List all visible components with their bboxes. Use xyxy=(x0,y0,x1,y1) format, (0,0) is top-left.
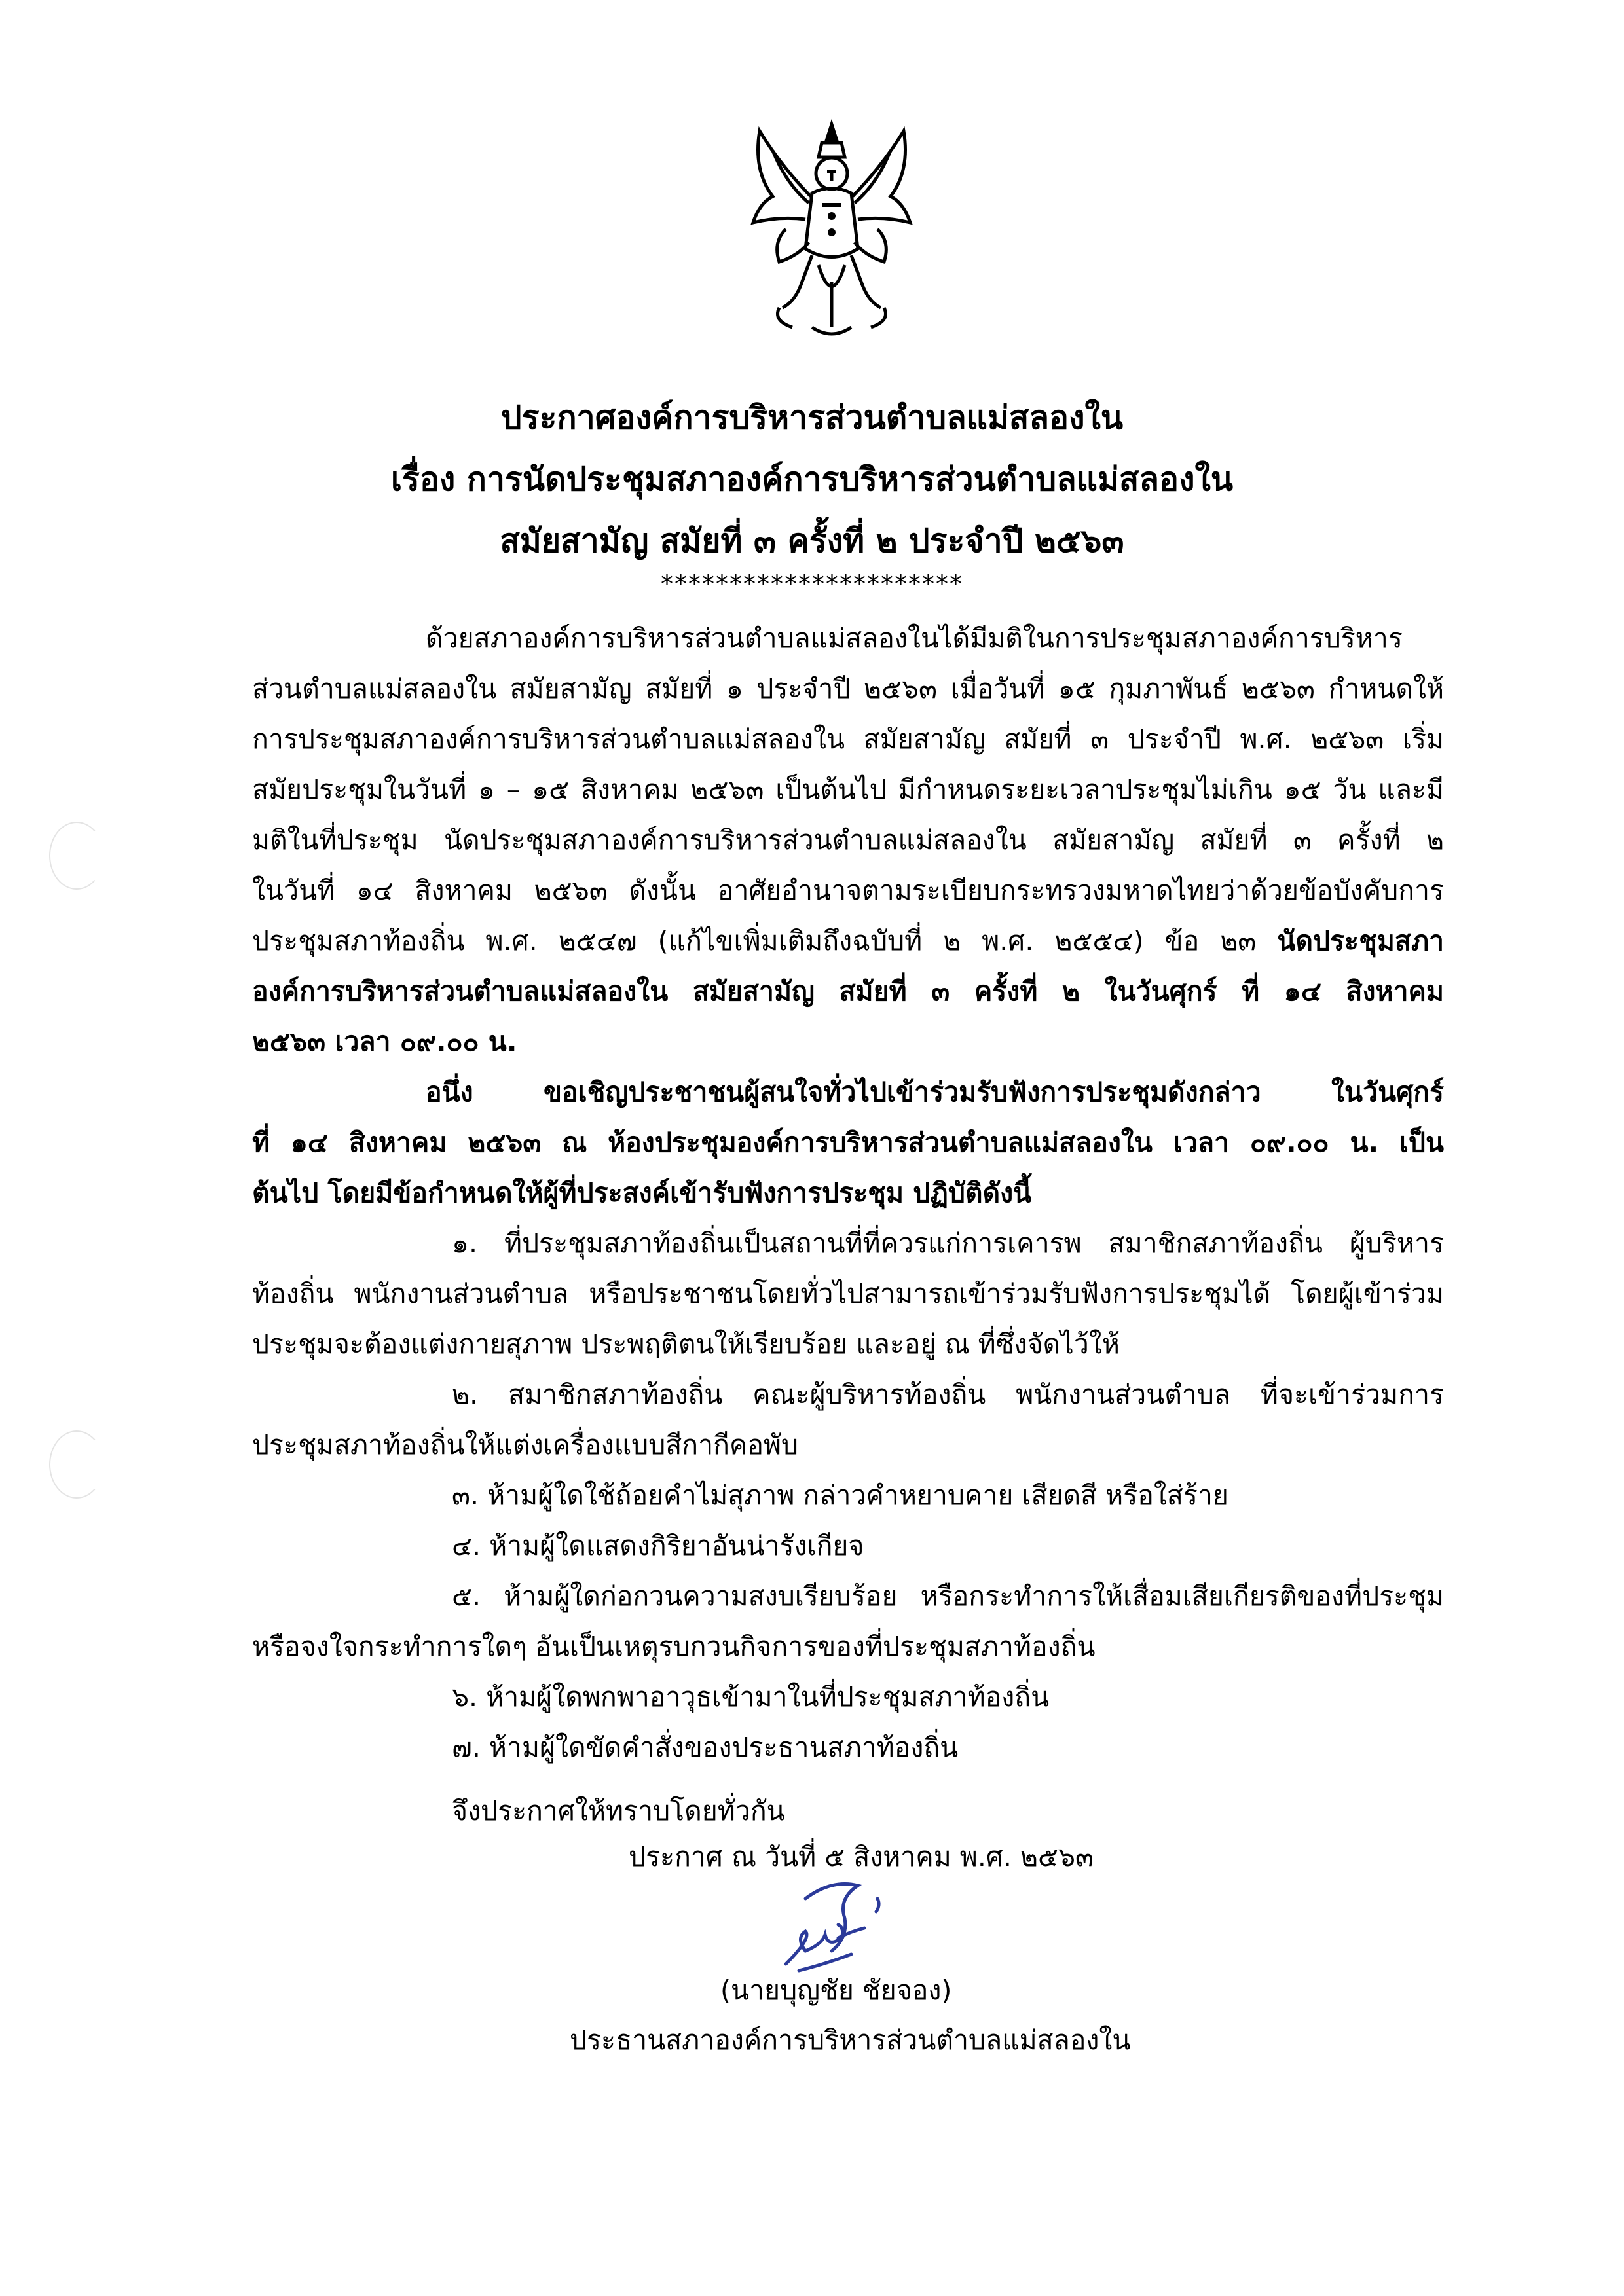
paragraph-line xyxy=(252,921,1444,960)
paragraph-text: ประชุมสภาท้องถิ่น พ.ศ. ๒๕๔๗ (แก้ไขเพิ่มเติมถึงฉบับที่ ๒ พ.ศ. ๒๕๕๔) ข้อ ๒๓ xyxy=(252,925,1278,957)
paragraph-line: สมัยประชุมในวันที่ ๑ – ๑๕ สิงหาคม ๒๕๖๓ เป็นต้นไป มีกำหนดระยะเวลาประชุมไม่เกิน ๑๕ วัน และมี xyxy=(252,774,1444,805)
punch-hole-mark xyxy=(49,1430,104,1499)
rule-item-3: ๓. ห้ามผู้ใดใช้ถ้อยคำไม่สุภาพ กล่าวคำหยาบคาย เสียดสี หรือใส่ร้าย xyxy=(452,1480,1228,1511)
paragraph-line: ด้วยสภาองค์การบริหารส่วนตำบลแม่สลองในได้มีมติในการประชุมสภาองค์การบริหาร xyxy=(426,623,1403,654)
rule-item-2: ๒. สมาชิกสภาท้องถิ่น คณะผู้บริหารท้องถิ่น พนักงานส่วนตำบล ที่จะเข้าร่วมการ xyxy=(452,1379,1444,1410)
rule-item-2: ประชุมสภาท้องถิ่นให้แต่งเครื่องแบบสีกากีคอพับ xyxy=(252,1429,799,1461)
garuda-emblem-icon xyxy=(733,111,930,360)
rule-item-1: ๑. ที่ประชุมสภาท้องถิ่นเป็นสถานที่ที่ควรแก่การเคารพ สมาชิกสภาท้องถิ่น ผู้บริหาร xyxy=(452,1228,1444,1259)
rule-item-6: ๖. ห้ามผู้ใดพกพาอาวุธเข้ามาในที่ประชุมสภาท้องถิ่น xyxy=(452,1681,1050,1713)
paragraph-line: ส่วนตำบลแม่สลองใน สมัยสามัญ สมัยที่ ๑ ประจำปี ๒๕๖๓ เมื่อวันที่ ๑๕ กุมภาพันธ์ ๒๕๖๓ กำหนดให้ xyxy=(252,673,1444,704)
meeting-notice-bold: องค์การบริหารส่วนตำบลแม่สลองใน สมัยสามัญ สมัยที่ ๓ ครั้งที่ ๒ ในวันศุกร์ ที่ ๑๔ สิงหาคม xyxy=(252,975,1444,1007)
meeting-time-bold: ๒๕๖๓ เวลา ๐๙.๐๐ น. xyxy=(252,1026,517,1057)
rule-item-1: ประชุมจะต้องแต่งกายสุภาพ ประพฤติตนให้เรียบร้อย และอยู่ ณ ที่ซึ่งจัดไว้ให้ xyxy=(252,1328,1120,1360)
rule-item-1: ท้องถิ่น พนักงานส่วนตำบล หรือประชาชนโดยทั่วไปสามารถเข้าร่วมรับฟังการประชุมได้ โดยผู้เข้าร่วม xyxy=(252,1278,1444,1309)
closing-statement: จึงประกาศให้ทราบโดยทั่วกัน xyxy=(452,1795,785,1827)
paragraph-line: ในวันที่ ๑๔ สิงหาคม ๒๕๖๓ ดังนั้น อาศัยอำนาจตามระเบียบกระทรวงมหาดไทยว่าด้วยข้อบังคับการ xyxy=(252,875,1444,906)
rule-item-7: ๗. ห้ามผู้ใดขัดคำสั่งของประธานสภาท้องถิ่น xyxy=(452,1732,959,1763)
rule-item-5: หรือจงใจกระทำการใดๆ อันเป็นเหตุรบกวนกิจการของที่ประชุมสภาท้องถิ่น xyxy=(252,1631,1096,1662)
invitation-line: ที่ ๑๔ สิงหาคม ๒๕๖๓ ณ ห้องประชุมองค์การบริหารส่วนตำบลแม่สลองใน เวลา ๐๙.๐๐ น. เป็น xyxy=(252,1127,1444,1158)
punch-hole-mark xyxy=(49,822,104,890)
signer-name: (นายบุญชัย ชัยจอง) xyxy=(720,1975,952,2006)
separator-stars: ********************** xyxy=(661,570,963,598)
announcement-date: ประกาศ ณ วันที่ ๕ สิงหาคม พ.ศ. ๒๕๖๓ xyxy=(629,1841,1094,1872)
announcement-title: ประกาศองค์การบริหารส่วนตำบลแม่สลองใน xyxy=(500,399,1124,437)
invitation-line: อนึ่ง ขอเชิญประชาชนผู้สนใจทั่วไปเข้าร่วมรับฟังการประชุมดังกล่าว ในวันศุกร์ xyxy=(426,1076,1444,1108)
session-line: สมัยสามัญ สมัยที่ ๓ ครั้งที่ ๒ ประจำปี ๒๕๖๓ xyxy=(500,522,1124,560)
announcement-subject: เรื่อง การนัดประชุมสภาองค์การบริหารส่วนตำบลแม่สลองใน xyxy=(390,460,1234,498)
rule-item-5: ๕. ห้ามผู้ใดก่อกวนความสงบเรียบร้อย หรือกระทำการให้เสื่อมเสียเกียรติของที่ประชุม xyxy=(452,1580,1444,1612)
rule-item-4: ๔. ห้ามผู้ใดแสดงกิริยาอันน่ารังเกียจ xyxy=(452,1530,864,1561)
signer-position: ประธานสภาองค์การบริหารส่วนตำบลแม่สลองใน xyxy=(570,2024,1131,2056)
invitation-line: ต้นไป โดยมีข้อกำหนดให้ผู้ที่ประสงค์เข้ารับฟังการประชุม ปฏิบัติดังนี้ xyxy=(252,1177,1032,1209)
paragraph-line: การประชุมสภาองค์การบริหารส่วนตำบลแม่สลองใน สมัยสามัญ สมัยที่ ๓ ประจำปี พ.ศ. ๒๕๖๓ เริ่ม xyxy=(252,723,1444,755)
signature-image xyxy=(760,1872,891,1984)
meeting-notice-bold: นัดประชุมสภา xyxy=(1277,925,1444,957)
paragraph-line: มติในที่ประชุม นัดประชุมสภาองค์การบริหารส่วนตำบลแม่สลองใน สมัยสามัญ สมัยที่ ๓ ครั้งที่ ๒ xyxy=(252,824,1444,856)
